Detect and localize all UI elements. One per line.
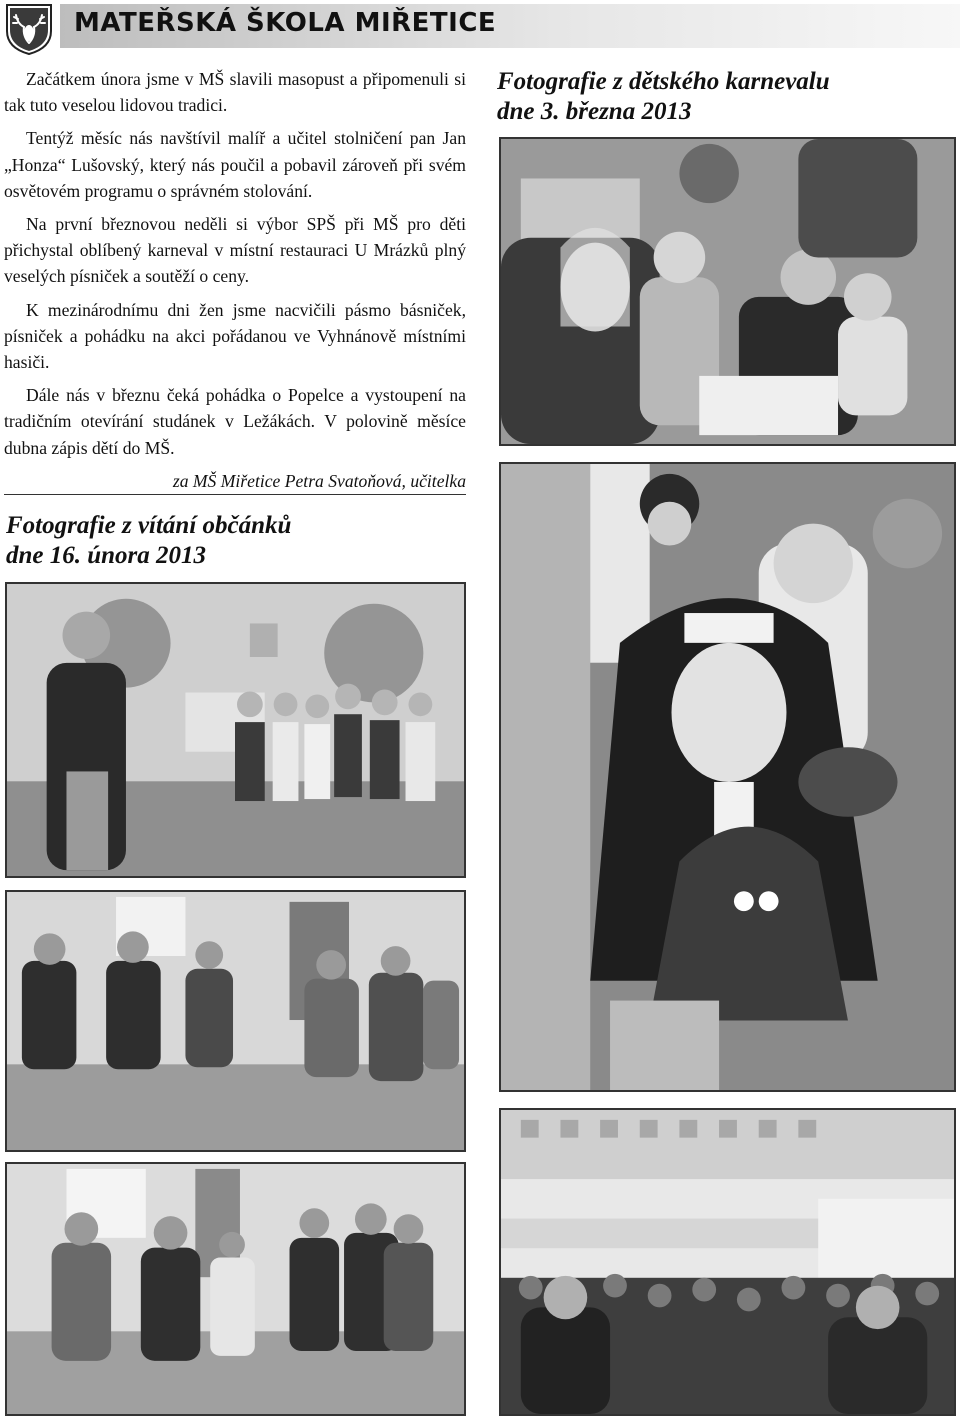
article-paragraph: Dále nás v březnu čeká pohádka o Popelce a vystoupení na tradičním otevírání studánek v Ležákách. V polovině měsíce dubna zápis dětí do MŠ. (4, 385, 466, 458)
article-paragraph: K mezinárodnímu dni žen jsme nacvičili pásmo básniček, písniček a pohádku na akci pořádanou ve Vyhnánově místními hasiči. (4, 299, 466, 373)
welcome-photos-heading-line1: Fotografie z vítání občánků (6, 512, 292, 539)
photo-welcome-parents-2 (5, 1162, 466, 1416)
welcome-photos-heading-line2: dne 16. února 2013 (6, 542, 207, 569)
carnival-photos-heading (497, 67, 957, 127)
article-paragraph: Začátkem února jsme v MŠ slavili masopust a připomenuli si tak tuto veselou lidovou tradici. (4, 69, 466, 116)
page-title: MATEŘSKÁ ŠKOLA MIŘETICE (74, 8, 497, 38)
welcome-photos-heading (6, 511, 466, 571)
article-paragraph: Tentýž měsíc nás navštívil malíř a učitel stolničení pan Jan „Honza“ Lušovský, který nás poučil a pobavil zároveň při svém osvětovém programu o správném stolování. (4, 128, 466, 201)
photo-carnival-hall (499, 1108, 956, 1416)
carnival-photos-heading-line1: Fotografie z dětského karnevalu (497, 68, 830, 95)
article-signature: za MŠ Miřetice Petra Svatoňová, učitelka (172, 470, 466, 491)
photo-welcome-parents-1 (5, 890, 466, 1152)
photo-carnival-mothers (499, 137, 956, 446)
photo-carnival-nun-costume (499, 462, 956, 1092)
photo-welcome-children (5, 582, 466, 878)
article-paragraph: Na první březnovou neděli si výbor SPŠ při MŠ pro děti přichystal oblíbený karneval v místní restauraci U Mrázků plný veselých písniček a soutěží o ceny. (4, 214, 466, 287)
deer-crest-icon (4, 3, 54, 55)
page-header (0, 0, 960, 58)
section-divider (4, 494, 466, 495)
carnival-photos-heading-line2: dne 3. března 2013 (497, 98, 692, 125)
article-body (4, 66, 466, 494)
